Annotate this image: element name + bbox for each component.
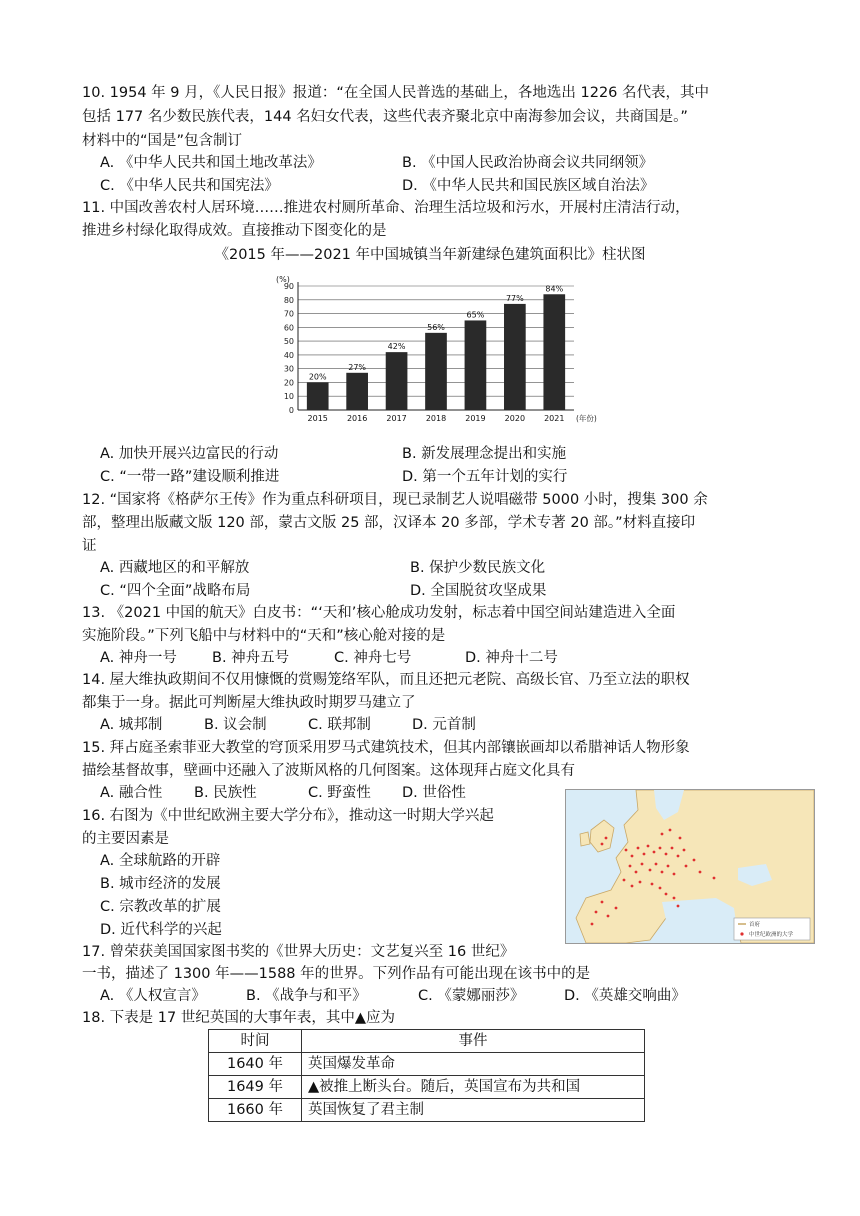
q14-line-2: 都集于一身。据此可判断屋大维执政时期罗马建立了 — [82, 695, 416, 711]
q17-option-d[interactable]: D. 《英雄交响曲》 — [564, 988, 686, 1004]
data-label: 42% — [387, 342, 406, 352]
q12-line-1: 12. “国家将《格萨尔王传》作为重点科研项目，现已录制艺人说唱磁带 5000 小时，搜集 300 余 — [82, 492, 708, 508]
q11-line-2: 推进乡村绿化取得成效。直接推动下图变化的是 — [82, 223, 387, 239]
q14-option-b[interactable]: B. 议会制 — [204, 717, 267, 733]
q11-option-d[interactable]: D. 第一个五年计划的实行 — [402, 469, 568, 485]
x-axis-label: (年份) — [576, 414, 597, 423]
row-time: 1660 年 — [209, 1099, 302, 1122]
y-tick-label: 10 — [283, 392, 294, 402]
table-row — [209, 1053, 645, 1076]
row-event: ▲被推上断头台。随后，英国宣布为共和国 — [302, 1076, 645, 1099]
bar-chart-svg — [262, 272, 608, 432]
q12-option-a[interactable]: A. 西藏地区的和平解放 — [100, 560, 250, 576]
y-tick-label: 80 — [283, 295, 294, 305]
y-tick-label: 0 — [288, 406, 294, 415]
header-event: 事件 — [302, 1030, 645, 1053]
y-tick-label: 20 — [283, 378, 294, 388]
q13-option-d[interactable]: D. 神舟十二号 — [465, 650, 558, 666]
header-time: 时间 — [209, 1030, 302, 1053]
x-tick-label: 2018 — [425, 414, 447, 423]
q15-line-1: 15. 拜占庭圣索菲亚大教堂的穹顶采用罗马式建筑技术，但其内部镶嵌画却以希腊神话人物形象 — [82, 740, 690, 756]
table-header-row — [209, 1030, 645, 1053]
x-tick-label: 2019 — [465, 414, 486, 423]
y-tick-label: 70 — [283, 309, 294, 319]
q16-option-a[interactable]: A. 全球航路的开辟 — [100, 853, 221, 869]
q12-option-b[interactable]: B. 保护少数民族文化 — [410, 560, 546, 576]
bar — [543, 294, 565, 410]
q15-option-d[interactable]: D. 世俗性 — [402, 785, 466, 801]
bar — [386, 352, 408, 410]
q10-option-a[interactable]: A. 《中华人民共和国土地改革法》 — [100, 155, 322, 171]
chart-title: 《2015 年——2021 年中国城镇当年新建绿色建筑面积比》柱状图 — [214, 247, 646, 263]
y-tick-label: 30 — [283, 364, 294, 374]
bar — [425, 333, 447, 410]
q14-line-1: 14. 屋大维执政期间不仅用慷慨的赏赐笼络军队，而且还把元老院、高级长官、乃至立法的职权 — [82, 672, 690, 688]
q17-option-b[interactable]: B. 《战争与和平》 — [246, 988, 367, 1004]
q14-option-c[interactable]: C. 联邦制 — [308, 717, 371, 733]
q13-line-2: 实施阶段。”下列飞船中与材料中的“天和”核心舱对接的是 — [82, 628, 446, 644]
q13-option-b[interactable]: B. 神舟五号 — [212, 650, 290, 666]
data-label: 65% — [466, 310, 485, 320]
q12-option-d[interactable]: D. 全国脱贫攻坚成果 — [410, 583, 547, 599]
q10-option-d[interactable]: D. 《中华人民共和国民族区域自治法》 — [402, 178, 655, 194]
q10-line-1: 10. 1954 年 9 月，《人民日报》报道：“在全国人民普选的基础上，各地选出 1226 名代表，其中 — [82, 85, 710, 101]
q15-option-b[interactable]: B. 民族性 — [194, 785, 257, 801]
medieval-universities-map — [565, 789, 815, 944]
q10-option-b[interactable]: B. 《中国人民政治协商会议共同纲领》 — [402, 155, 654, 171]
q12-line-2: 部，整理出版藏文版 120 部，蒙古文版 25 部，汉译本 20 多部，学术专著 20 部。”材料直接印 — [82, 515, 696, 531]
legend-university-label: 中世纪欧洲的大学 — [749, 932, 794, 938]
q13-option-c[interactable]: C. 神舟七号 — [334, 650, 412, 666]
q12-option-c[interactable]: C. “四个全面”战略布局 — [100, 583, 251, 599]
x-tick-label: 2015 — [307, 414, 328, 423]
bar — [504, 304, 526, 410]
q10-option-c[interactable]: C. 《中华人民共和国宪法》 — [100, 178, 279, 194]
q14-option-a[interactable]: A. 城邦制 — [100, 717, 163, 733]
q13-line-1: 13. 《2021 中国的航天》白皮书：“‘天和’核心舱成功发射，标志着中国空间站建造进入全面 — [82, 605, 676, 621]
q16-option-c[interactable]: C. 宗教改革的扩展 — [100, 899, 221, 915]
green-building-bar-chart — [262, 272, 608, 432]
data-label: 77% — [505, 293, 524, 303]
q12-line-3: 证 — [82, 538, 97, 554]
q15-option-c[interactable]: C. 野蛮性 — [308, 785, 371, 801]
x-tick-label: 2020 — [504, 414, 526, 423]
row-time: 1649 年 — [209, 1076, 302, 1099]
x-tick-label: 2017 — [386, 414, 407, 423]
row-event: 英国爆发革命 — [302, 1053, 645, 1076]
data-label: 20% — [308, 372, 327, 382]
data-label: 27% — [348, 362, 367, 372]
bar — [346, 373, 368, 410]
x-tick-label: 2016 — [346, 414, 368, 423]
q18-line-1: 18. 下表是 17 世纪英国的大事年表，其中▲应为 — [82, 1010, 395, 1026]
row-time: 1640 年 — [209, 1053, 302, 1076]
map-svg — [566, 790, 814, 943]
data-label: 84% — [545, 284, 564, 294]
x-tick-label: 2021 — [544, 414, 565, 423]
q16-line-2: 的主要因素是 — [82, 831, 169, 847]
q14-option-d[interactable]: D. 元首制 — [412, 717, 476, 733]
bar — [307, 382, 329, 410]
row-event: 英国恢复了君主制 — [302, 1099, 645, 1122]
q17-line-2: 一书，描述了 1300 年——1588 年的世界。下列作品有可能出现在该书中的是 — [82, 966, 591, 982]
q16-option-d[interactable]: D. 近代科学的兴起 — [100, 922, 222, 938]
q10-line-2: 包括 177 名少数民族代表，144 名妇女代表，这些代表齐聚北京中南海参加会议，共商国是。” — [82, 109, 688, 125]
q15-option-a[interactable]: A. 融合性 — [100, 785, 163, 801]
y-tick-label: 40 — [283, 350, 294, 360]
legend-university-symbol — [740, 932, 743, 935]
q17-option-c[interactable]: C. 《蒙娜丽莎》 — [418, 988, 525, 1004]
q10-line-3: 材料中的“国是”包含制订 — [82, 133, 243, 149]
y-tick-label: 90 — [283, 282, 294, 291]
y-tick-label: 60 — [283, 323, 294, 333]
q11-option-c[interactable]: C. “一带一路”建设顺利推进 — [100, 469, 280, 485]
q16-option-b[interactable]: B. 城市经济的发展 — [100, 876, 221, 892]
y-tick-label: 50 — [283, 337, 294, 347]
event-timeline-table — [208, 1029, 645, 1122]
q11-option-a[interactable]: A. 加快开展兴边富民的行动 — [100, 446, 279, 462]
table-row — [209, 1099, 645, 1122]
q16-line-1: 16. 右图为《中世纪欧洲主要大学分布》，推动这一时期大学兴起 — [82, 808, 494, 824]
table-row — [209, 1076, 645, 1099]
q13-option-a[interactable]: A. 神舟一号 — [100, 650, 177, 666]
q17-option-a[interactable]: A. 《人权宣言》 — [100, 988, 206, 1004]
q11-line-1: 11. 中国改善农村人居环境……推进农村厕所革命、治理生活垃圾和污水，开展村庄清洁行动， — [82, 200, 690, 216]
bar — [465, 320, 487, 410]
legend-capital-label: 首府 — [749, 922, 761, 928]
data-label: 56% — [427, 322, 445, 332]
q15-line-2: 描绘基督故事，壁画中还融入了波斯风格的几何图案。这体现拜占庭文化具有 — [82, 763, 575, 779]
q17-line-1: 17. 曾荣获美国国家图书奖的《世界大历史：文艺复兴至 16 世纪》 — [82, 944, 515, 960]
ireland-island — [580, 832, 590, 846]
y-axis-label: (%) — [276, 275, 290, 284]
q11-option-b[interactable]: B. 新发展理念提出和实施 — [402, 446, 567, 462]
